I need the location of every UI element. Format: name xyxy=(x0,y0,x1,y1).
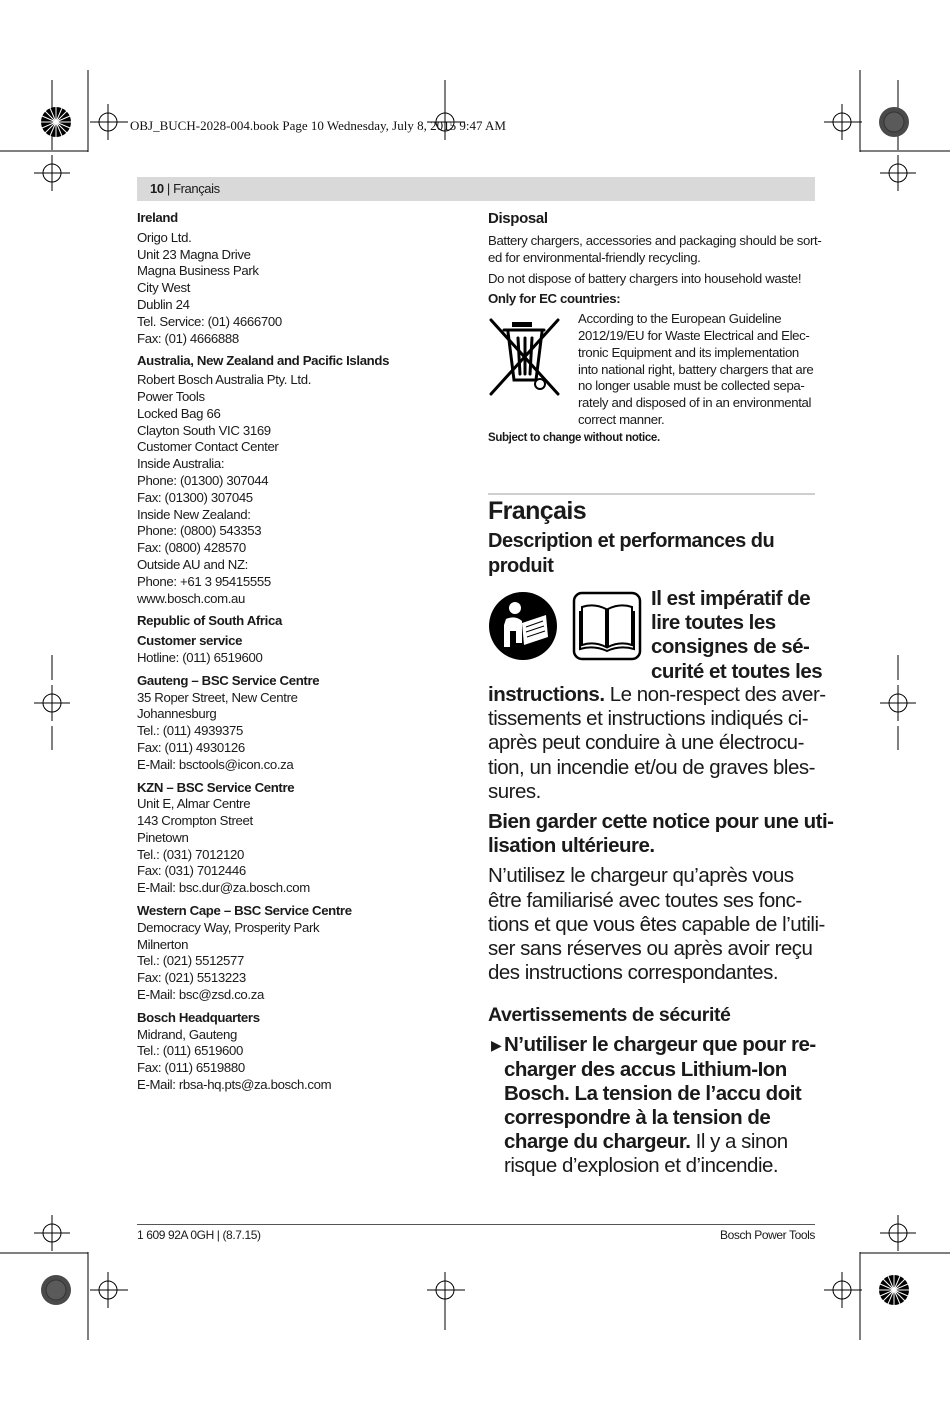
address-line: Fax: (031) 7012446 xyxy=(137,863,246,879)
french-title: Français xyxy=(488,497,587,525)
french-subtitle: produit xyxy=(488,555,554,577)
address-line: Tel. Service: (01) 4666700 xyxy=(137,313,282,329)
safety-warning-text: sures. xyxy=(488,779,541,803)
safety-warning-bold: lire toutes les xyxy=(651,611,776,635)
french-subtitle: Description et performances du xyxy=(488,530,775,552)
address-line: 143 Crompton Street xyxy=(137,813,253,829)
usage-text: être familiarisé avec toutes ses fonc- xyxy=(488,888,802,912)
disposal-title: Disposal xyxy=(488,210,548,227)
ec-text: into national right, battery chargers that are xyxy=(578,361,814,377)
safety-bullet-bold: N’utiliser le chargeur que pour re- xyxy=(504,1033,816,1057)
manual-book-icon xyxy=(572,591,642,661)
disposal-text: Battery chargers, accessories and packaging should be sort- xyxy=(488,233,822,248)
address-headquarters xyxy=(137,1010,457,1094)
usage-text: tions et que vous êtes capable de l’utili- xyxy=(488,912,825,936)
address-western-cape xyxy=(137,903,457,1004)
address-line: Clayton South VIC 3169 xyxy=(137,422,271,438)
section-divider xyxy=(488,493,815,495)
ec-text: correct manner. xyxy=(578,411,665,427)
address-line: www.bosch.com.au xyxy=(137,590,246,606)
address-line: Democracy Way, Prosperity Park xyxy=(137,919,320,935)
address-line: Pinetown xyxy=(137,829,189,845)
address-line: Hotline: (011) 6519600 xyxy=(137,649,263,665)
safety-warning-bold: consignes de sé- xyxy=(651,635,810,659)
address-line: E-Mail: bsctools@icon.co.za xyxy=(137,756,294,772)
address-subtitle: Customer service xyxy=(137,633,243,649)
address-line: Inside New Zealand: xyxy=(137,506,251,522)
address-line: Fax: (011) 4930126 xyxy=(137,739,245,755)
address-line: E-Mail: bsc@zsd.co.za xyxy=(137,987,264,1003)
address-title: Western Cape – BSC Service Centre xyxy=(137,903,352,919)
safety-warning-text: tissements et instructions indiqués ci- xyxy=(488,707,809,731)
safety-bullet-bold: correspondre à la tension de xyxy=(504,1106,771,1130)
usage-text: des instructions correspondantes. xyxy=(488,961,779,985)
section-name: Français xyxy=(173,181,220,196)
safety-warning-text: tion, un incendie et/ou de graves bles- xyxy=(488,755,815,779)
safety-bullet-bold: charger des accus Lithium-Ion xyxy=(504,1057,787,1081)
page-header: 10 | Français xyxy=(150,181,220,196)
address-south-africa xyxy=(137,613,457,666)
address-line: Fax: (01300) 307045 xyxy=(137,489,253,505)
address-line: E-Mail: rbsa-hq.pts@za.bosch.com xyxy=(137,1077,332,1093)
ec-text: rately and disposed of in an environmental xyxy=(578,395,812,411)
address-line: Fax: (011) 6519880 xyxy=(137,1060,245,1076)
address-column xyxy=(137,210,457,1100)
address-line: City West xyxy=(137,280,191,296)
address-line: Robert Bosch Australia Pty. Ltd. xyxy=(137,372,312,388)
ec-text: no longer usable must be collected sepa- xyxy=(578,378,805,394)
address-title: Bosch Headquarters xyxy=(137,1009,260,1025)
address-line: Inside Australia: xyxy=(137,456,225,472)
address-kzn xyxy=(137,780,457,898)
safety-bullet-bold: Bosch. La tension de l’accu doit xyxy=(504,1081,802,1105)
keep-notice: Bien garder cette notice pour une uti- xyxy=(488,810,834,834)
safety-warning-bold: Il est impératif de xyxy=(651,587,811,610)
change-notice: Subject to change without notice. xyxy=(488,432,660,445)
bullet-triangle-icon: ▶ xyxy=(491,1037,502,1054)
address-title: KZN – BSC Service Centre xyxy=(137,779,295,795)
address-line: Johannesburg xyxy=(137,706,217,722)
address-line: Origo Ltd. xyxy=(137,229,192,245)
read-manual-icon xyxy=(488,591,558,661)
address-title: Ireland xyxy=(137,210,178,225)
address-line: Locked Bag 66 xyxy=(137,405,221,421)
ec-text: 2012/19/EU for Waste Electrical and Elec- xyxy=(578,327,810,343)
safety-bullet-text: Il y a sinon xyxy=(690,1130,788,1154)
address-title: Gauteng – BSC Service Centre xyxy=(137,672,320,688)
address-line: Fax: (0800) 428570 xyxy=(137,540,246,556)
address-line: Magna Business Park xyxy=(137,263,259,279)
address-line: Outside AU and NZ: xyxy=(137,556,248,572)
ec-text: tronic Equipment and its implementation xyxy=(578,344,799,360)
address-line: 35 Roper Street, New Centre xyxy=(137,689,298,705)
address-line: Tel.: (011) 4939375 xyxy=(137,723,244,739)
address-line: Phone: (0800) 543353 xyxy=(137,523,262,539)
address-australia xyxy=(137,353,457,607)
address-line: Unit E, Almar Centre xyxy=(137,796,251,812)
safety-bullet-bold: charge du chargeur. xyxy=(504,1130,691,1154)
ec-countries-title: Only for EC countries: xyxy=(488,291,621,307)
footer-brand: Bosch Power Tools xyxy=(719,1228,815,1242)
page-header-bar xyxy=(137,177,815,201)
address-line: Midrand, Gauteng xyxy=(137,1026,237,1042)
disposal-text: ed for environmental-friendly recycling. xyxy=(488,249,701,265)
usage-text: N’utilisez le chargeur qu’après vous xyxy=(488,864,794,888)
safety-title: Avertissements de sécurité xyxy=(488,1004,731,1027)
keep-notice: lisation ultérieure. xyxy=(488,834,655,858)
disposal-section xyxy=(488,210,822,447)
french-section xyxy=(488,496,834,1179)
printer-info-line: OBJ_BUCH-2028-004.book Page 10 Wednesday, July 8, 2015 9:47 AM xyxy=(130,118,506,133)
safety-warning-bold: instructions. xyxy=(488,683,605,706)
address-ireland xyxy=(137,210,457,347)
crossed-bin-icon xyxy=(488,314,564,400)
page-number: 10 xyxy=(150,181,164,196)
address-line: Phone: (01300) 307044 xyxy=(137,472,269,488)
address-line: Fax: (021) 5513223 xyxy=(137,970,246,986)
safety-warning-text: Le non-respect des aver- xyxy=(604,683,826,706)
address-line: Customer Contact Center xyxy=(137,439,279,455)
address-line: Dublin 24 xyxy=(137,296,190,312)
address-gauteng xyxy=(137,673,457,774)
ec-text: According to the European Guideline xyxy=(578,311,782,327)
address-line: Fax: (01) 4666888 xyxy=(137,330,239,346)
address-title: Australia, New Zealand and Pacific Islands xyxy=(137,353,390,369)
safety-warning-text: après peut conduire à une électrocu- xyxy=(488,731,804,755)
address-line: Phone: +61 3 95415555 xyxy=(137,573,271,589)
address-line: Tel.: (031) 7012120 xyxy=(137,846,244,862)
disposal-warning: Do not dispose of battery chargers into household waste! xyxy=(488,270,802,286)
address-line: Milnerton xyxy=(137,936,189,952)
safety-bullet-text: risque d’explosion et d’incendie. xyxy=(504,1154,779,1178)
address-line: Tel.: (021) 5512577 xyxy=(137,953,244,969)
address-line: E-Mail: bsc.dur@za.bosch.com xyxy=(137,880,310,896)
address-title: Republic of South Africa xyxy=(137,613,282,629)
address-line: Unit 23 Magna Drive xyxy=(137,246,251,262)
address-line: Tel.: (011) 6519600 xyxy=(137,1043,244,1059)
safety-warning-bold: curité et toutes les xyxy=(651,659,823,683)
address-line: Power Tools xyxy=(137,388,205,404)
usage-text: ser sans réserves ou après avoir reçu xyxy=(488,937,813,961)
footer-rule xyxy=(137,1224,815,1225)
footer-doc-number: 1 609 92A 0GH | (8.7.15) xyxy=(137,1228,261,1242)
